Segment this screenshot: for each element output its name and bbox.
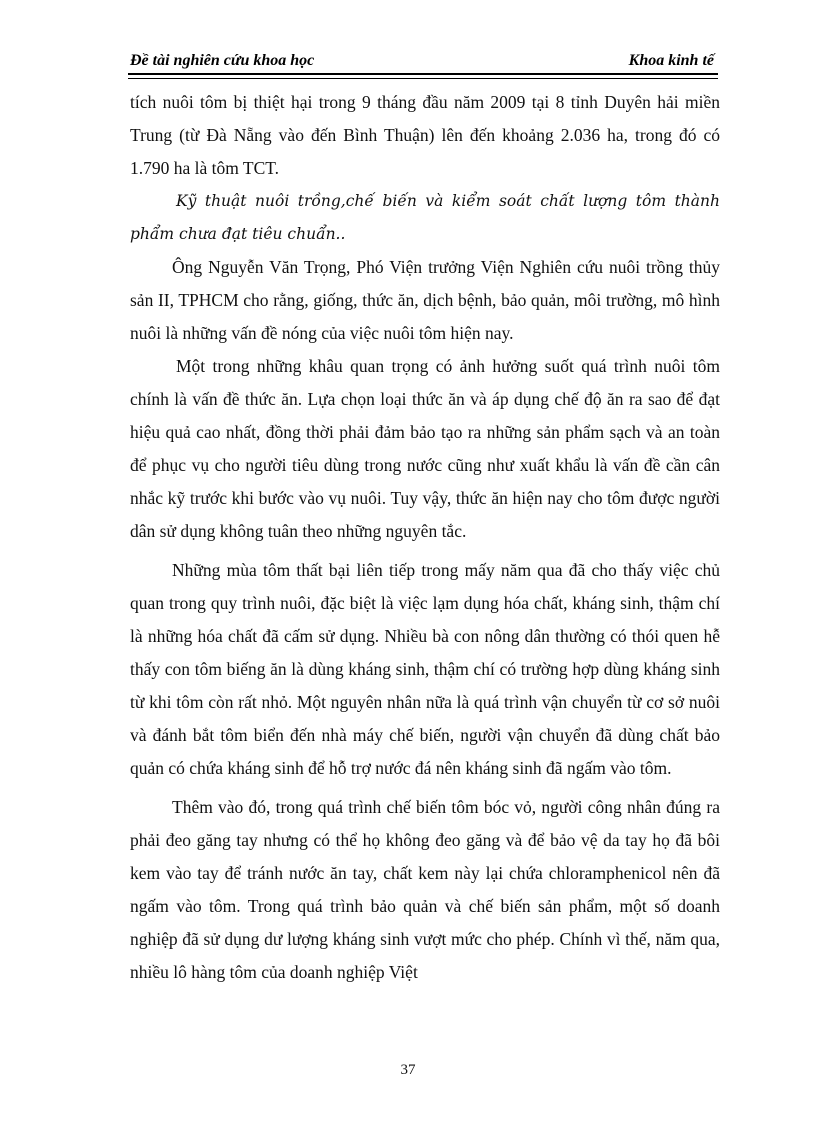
header-rule-thick (128, 73, 718, 75)
paragraph: Ông Nguyễn Văn Trọng, Phó Viện trưởng Viện Nghiên cứu nuôi trồng thủy sản II, TPHCM cho rằng, giống, thức ăn, dịch bệnh, bảo quản, môi trường, mô hình nuôi là những vấn đề nóng của việc nuôi tôm hiện nay. (130, 257, 720, 343)
body-text (130, 86, 720, 989)
paragraph-italic-heading: Kỹ thuật nuôi trồng,chế biến và kiểm soát chất lượng tôm thành phẩm chưa đạt tiêu chuẩn.. (130, 192, 720, 243)
paragraph: Những mùa tôm thất bại liên tiếp trong mấy năm qua đã cho thấy việc chủ quan trong quy trình nuôi, đặc biệt là việc lạm dụng hóa chất, kháng sinh, thậm chí là những hóa chất đã cấm sử dụng. Nhiều bà con nông dân thường có thói quen hễ thấy con tôm biếng ăn là dùng kháng sinh, thậm chí có trường hợp dùng kháng sinh từ khi tôm còn rất nhỏ. Một nguyên nhân nữa là quá trình vận chuyển từ cơ sở nuôi và đánh bắt tôm biển đến nhà máy chế biến, người vận chuyển đã dùng chất bảo quản có chứa kháng sinh để hỗ trợ nước đá nên kháng sinh đã ngấm vào tôm. (130, 560, 720, 778)
paragraph: Một trong những khâu quan trọng có ảnh hưởng suốt quá trình nuôi tôm chính là vấn đề thức ăn. Lựa chọn loại thức ăn và áp dụng chế độ ăn ra sao để đạt hiệu quả cao nhất, đồng thời phải đảm bảo tạo ra những sản phẩm sạch và an toàn để phục vụ cho người tiêu dùng trong nước cũng như xuất khẩu là vấn đề cần cân nhắc kỹ trước khi bước vào vụ nuôi. Tuy vậy, thức ăn hiện nay cho tôm được người dân sử dụng không tuân theo những nguyên tắc. (130, 356, 720, 541)
paragraph-continuation: tích nuôi tôm bị thiệt hại trong 9 tháng đầu năm 2009 tại 8 tỉnh Duyên hải miền Trung (từ Đà Nẵng vào đến Bình Thuận) lên đến khoảng 2.036 ha, trong đó có 1.790 ha là tôm TCT. (130, 92, 720, 178)
header-left-title: Đề tài nghiên cứu khoa học (130, 52, 315, 69)
paragraph: Thêm vào đó, trong quá trình chế biến tôm bóc vỏ, người công nhân đúng ra phải đeo găng tay nhưng có thể họ không đeo găng và để bảo vệ da tay họ đã bôi kem vào tay để tránh nước ăn tay, chất kem này lại chứa chloramphenicol nên đã ngấm vào tôm. Trong quá trình bảo quản và chế biến sản phẩm, một số doanh nghiệp đã sử dụng dư lượng kháng sinh vượt mức cho phép. Chính vì thế, năm qua, nhiều lô hàng tôm của doanh nghiệp Việt (130, 797, 720, 982)
header-rule-thin (128, 78, 718, 79)
header-right-title: Khoa kinh tế (628, 52, 714, 69)
page-number: 37 (400, 1062, 416, 1078)
